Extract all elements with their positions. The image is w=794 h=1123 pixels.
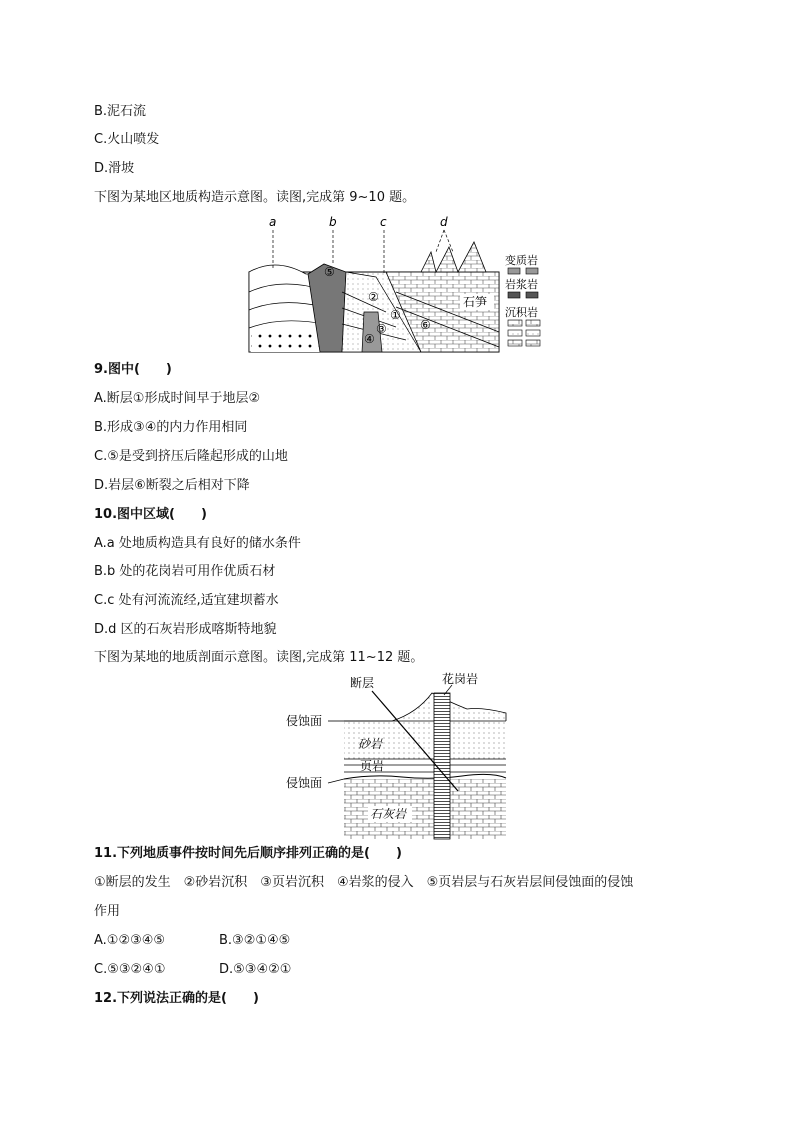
q10-option-a: A.a 处地质构造具有良好的储水条件 — [94, 536, 301, 551]
question-9: 9.图中( ) — [94, 362, 172, 377]
geologic-structure-figure — [246, 212, 550, 354]
label-a: a — [269, 215, 277, 229]
label-shale: 页岩 — [360, 759, 385, 773]
question-12: 12.下列说法正确的是( ) — [94, 991, 259, 1006]
label-stalagmite: 石笋 — [463, 295, 488, 309]
label-limestone: 石灰岩 — [370, 807, 407, 821]
option-d-landslide: D.滑坡 — [94, 161, 135, 176]
num-2: ② — [368, 290, 379, 304]
legend-metamorphic: 变质岩 — [505, 254, 538, 267]
num-5: ⑤ — [324, 265, 335, 279]
label-erosion-top: 侵蚀面 — [286, 714, 323, 728]
num-6: ⑥ — [420, 318, 431, 332]
q11-option-a: A.①②③④⑤ — [94, 933, 166, 948]
question-11: 11.下列地质事件按时间先后顺序排列正确的是( ) — [94, 846, 402, 861]
intro-9-10: 下图为某地区地质构造示意图。读图,完成第 9~10 题。 — [94, 190, 416, 205]
q11-option-d: D.⑤③④②① — [219, 962, 292, 977]
label-b: b — [329, 215, 337, 229]
label-sandstone: 砂岩 — [358, 737, 383, 751]
q10-option-c: C.c 处有河流流经,适宜建坝蓄水 — [94, 593, 279, 608]
q11-statements-cont: 作用 — [94, 904, 121, 919]
geologic-profile-figure — [282, 671, 512, 841]
q9-option-a: A.断层①形成时间早于地层② — [94, 391, 261, 406]
intro-11-12: 下图为某地的地质剖面示意图。读图,完成第 11~12 题。 — [94, 650, 424, 665]
label-d: d — [440, 215, 448, 229]
q9-option-d: D.岩层⑥断裂之后相对下降 — [94, 478, 250, 493]
label-c: c — [380, 215, 387, 229]
q9-option-c: C.⑤是受到挤压后隆起形成的山地 — [94, 449, 288, 464]
num-4: ④ — [364, 332, 375, 346]
label-erosion-bottom: 侵蚀面 — [286, 776, 323, 790]
option-b-mudflow: B.泥石流 — [94, 104, 147, 119]
q11-statements: ①断层的发生 ②砂岩沉积 ③页岩沉积 ④岩浆的侵入 ⑤页岩层与石灰岩层间侵蚀面的侵蚀 — [94, 875, 634, 890]
num-1: ① — [390, 308, 401, 322]
q11-option-c: C.⑤③②④① — [94, 962, 166, 977]
legend-sedimentary: 沉积岩 — [505, 306, 538, 319]
legend-igneous: 岩浆岩 — [505, 278, 538, 291]
option-c-volcano: C.火山喷发 — [94, 132, 160, 147]
q10-option-b: B.b 处的花岗岩可用作优质石材 — [94, 564, 276, 579]
question-10: 10.图中区域( ) — [94, 507, 207, 522]
q9-option-b: B.形成③④的内力作用相同 — [94, 420, 248, 435]
q10-option-d: D.d 区的石灰岩形成喀斯特地貌 — [94, 622, 277, 637]
label-fault: 断层 — [350, 676, 375, 690]
label-granite: 花岗岩 — [442, 672, 479, 686]
q11-option-b: B.③②①④⑤ — [219, 933, 291, 948]
num-3: ③ — [376, 322, 387, 336]
